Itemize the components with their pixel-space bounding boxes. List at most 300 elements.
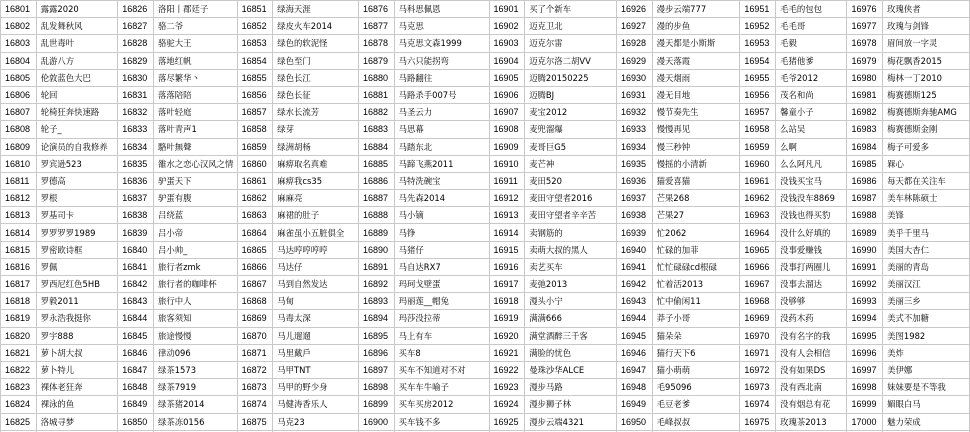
- id-cell[interactable]: 16916: [489, 258, 525, 275]
- name-cell[interactable]: 驴蛋有腹: [153, 190, 237, 207]
- name-cell[interactable]: 没有西北南: [776, 379, 847, 396]
- name-cell[interactable]: 梅子可爱多: [883, 138, 970, 155]
- name-cell[interactable]: 马甲TNT: [273, 361, 359, 378]
- name-cell[interactable]: 漫步狮子林: [525, 396, 617, 413]
- id-cell[interactable]: 16849: [118, 396, 154, 413]
- name-cell[interactable]: 麦宝2012: [525, 104, 617, 121]
- name-cell[interactable]: 忙忙碌碌cd根碌: [652, 258, 740, 275]
- name-cell[interactable]: 没事爱赚钱: [776, 241, 847, 258]
- name-cell[interactable]: 马上有车: [394, 327, 489, 344]
- name-cell[interactable]: 马科思佩恩: [394, 1, 489, 18]
- name-cell[interactable]: 落落陪陪: [153, 86, 237, 103]
- id-cell[interactable]: 16815: [1, 241, 37, 258]
- id-cell[interactable]: 16954: [740, 52, 776, 69]
- id-cell[interactable]: 16894: [358, 310, 394, 327]
- id-cell[interactable]: 16940: [616, 241, 652, 258]
- id-cell[interactable]: 16831: [118, 86, 154, 103]
- id-cell[interactable]: 16806: [1, 86, 37, 103]
- id-cell[interactable]: 16863: [237, 207, 273, 224]
- name-cell[interactable]: 雒水之恋心汉风之情: [153, 155, 237, 172]
- name-cell[interactable]: 莽子小哥: [652, 310, 740, 327]
- id-cell[interactable]: 16820: [1, 327, 37, 344]
- id-cell[interactable]: 16973: [740, 379, 776, 396]
- id-cell[interactable]: 16925: [489, 413, 525, 430]
- name-cell[interactable]: 麻麻亮: [273, 190, 359, 207]
- name-cell[interactable]: 洛城寻梦: [36, 413, 118, 430]
- name-cell[interactable]: 绿色长征: [273, 86, 359, 103]
- name-cell[interactable]: 麦田守望者2016: [525, 190, 617, 207]
- id-cell[interactable]: 16959: [740, 138, 776, 155]
- name-cell[interactable]: 没有人会相信: [776, 344, 847, 361]
- id-cell[interactable]: 16960: [740, 155, 776, 172]
- id-cell[interactable]: 16840: [118, 241, 154, 258]
- name-cell[interactable]: 满满666: [525, 310, 617, 327]
- name-cell[interactable]: 没事去溜达: [776, 276, 847, 293]
- name-cell[interactable]: 马甲的野少身: [273, 379, 359, 396]
- id-cell[interactable]: 16900: [358, 413, 394, 430]
- name-cell[interactable]: 买车车牛喻子: [394, 379, 489, 396]
- id-cell[interactable]: 16824: [1, 396, 37, 413]
- name-cell[interactable]: 漫头小宁: [525, 293, 617, 310]
- id-cell[interactable]: 16825: [1, 413, 37, 430]
- id-cell[interactable]: 16989: [847, 224, 883, 241]
- id-cell[interactable]: 16990: [847, 241, 883, 258]
- name-cell[interactable]: 绿茶冻0156: [153, 413, 237, 430]
- name-cell[interactable]: 罗西尼红色5HB: [36, 276, 118, 293]
- name-cell[interactable]: 迈克卫北: [525, 18, 617, 35]
- id-cell[interactable]: 16873: [237, 379, 273, 396]
- id-cell[interactable]: 16868: [237, 293, 273, 310]
- name-cell[interactable]: 茂名和尚: [776, 86, 847, 103]
- name-cell[interactable]: 么站吴: [776, 121, 847, 138]
- name-cell[interactable]: 买车买房2012: [394, 396, 489, 413]
- name-cell[interactable]: 慢慢再见: [652, 121, 740, 138]
- name-cell[interactable]: 麻裙的肚子: [273, 207, 359, 224]
- name-cell[interactable]: 罗密欧诗框: [36, 241, 118, 258]
- name-cell[interactable]: 吕小帅_: [153, 241, 237, 258]
- name-cell[interactable]: 猫小萌萌: [652, 361, 740, 378]
- id-cell[interactable]: 16869: [237, 310, 273, 327]
- name-cell[interactable]: 马思幕: [394, 121, 489, 138]
- name-cell[interactable]: 落尽繁华丶: [153, 69, 237, 86]
- id-cell[interactable]: 16810: [1, 155, 37, 172]
- id-cell[interactable]: 16847: [118, 361, 154, 378]
- id-cell[interactable]: 16910: [489, 155, 525, 172]
- id-cell[interactable]: 16979: [847, 52, 883, 69]
- name-cell[interactable]: 马踏东北: [394, 138, 489, 155]
- id-cell[interactable]: 16897: [358, 361, 394, 378]
- id-cell[interactable]: 16819: [1, 310, 37, 327]
- id-cell[interactable]: 16949: [616, 396, 652, 413]
- id-cell[interactable]: 16995: [847, 327, 883, 344]
- id-cell[interactable]: 16841: [118, 258, 154, 275]
- id-cell[interactable]: 16881: [358, 86, 394, 103]
- id-cell[interactable]: 16971: [740, 344, 776, 361]
- id-cell[interactable]: 16864: [237, 224, 273, 241]
- name-cell[interactable]: 玫瑰侠者: [883, 1, 970, 18]
- id-cell[interactable]: 16955: [740, 69, 776, 86]
- id-cell[interactable]: 16902: [489, 18, 525, 35]
- id-cell[interactable]: 16938: [616, 207, 652, 224]
- id-cell[interactable]: 16982: [847, 104, 883, 121]
- name-cell[interactable]: 没事打两圈儿: [776, 258, 847, 275]
- name-cell[interactable]: 旅客须知: [153, 310, 237, 327]
- name-cell[interactable]: 绿芽: [273, 121, 359, 138]
- name-cell[interactable]: 玛丽莲__帽兔: [394, 293, 489, 310]
- id-cell[interactable]: 16834: [118, 138, 154, 155]
- id-cell[interactable]: 16889: [358, 224, 394, 241]
- id-cell[interactable]: 16985: [847, 155, 883, 172]
- name-cell[interactable]: 乱发舞秋风: [36, 18, 118, 35]
- id-cell[interactable]: 16976: [847, 1, 883, 18]
- id-cell[interactable]: 16912: [489, 190, 525, 207]
- id-cell[interactable]: 16978: [847, 35, 883, 52]
- name-cell[interactable]: 毛毅: [776, 35, 847, 52]
- id-cell[interactable]: 16951: [740, 1, 776, 18]
- name-cell[interactable]: 马到自然发达: [273, 276, 359, 293]
- name-cell[interactable]: 马毒太深: [273, 310, 359, 327]
- id-cell[interactable]: 16914: [489, 224, 525, 241]
- id-cell[interactable]: 16848: [118, 379, 154, 396]
- name-cell[interactable]: 漫步云端4321: [525, 413, 617, 430]
- name-cell[interactable]: 满脸的忧色: [525, 344, 617, 361]
- id-cell[interactable]: 16812: [1, 190, 37, 207]
- id-cell[interactable]: 16975: [740, 413, 776, 430]
- name-cell[interactable]: 买车钱不多: [394, 413, 489, 430]
- id-cell[interactable]: 16872: [237, 361, 273, 378]
- id-cell[interactable]: 16887: [358, 190, 394, 207]
- name-cell[interactable]: 旅行中人: [153, 293, 237, 310]
- name-cell[interactable]: 马健涛香乐人: [273, 396, 359, 413]
- name-cell[interactable]: 马里戴戶: [273, 344, 359, 361]
- name-cell[interactable]: 绿茶7919: [153, 379, 237, 396]
- id-cell[interactable]: 16919: [489, 310, 525, 327]
- name-cell[interactable]: 麦哥巨G5: [525, 138, 617, 155]
- name-cell[interactable]: 罗根: [36, 190, 118, 207]
- name-cell[interactable]: 美伊娜: [883, 361, 970, 378]
- id-cell[interactable]: 16817: [1, 276, 37, 293]
- id-cell[interactable]: 16961: [740, 172, 776, 189]
- id-cell[interactable]: 16986: [847, 172, 883, 189]
- name-cell[interactable]: 梅花飘香2015: [883, 52, 970, 69]
- id-cell[interactable]: 16813: [1, 207, 37, 224]
- name-cell[interactable]: 忙2062: [652, 224, 740, 241]
- name-cell[interactable]: 毛95096: [652, 379, 740, 396]
- id-cell[interactable]: 16939: [616, 224, 652, 241]
- id-cell[interactable]: 16850: [118, 413, 154, 430]
- name-cell[interactable]: 美图1982: [883, 327, 970, 344]
- id-cell[interactable]: 16901: [489, 1, 525, 18]
- id-cell[interactable]: 16880: [358, 69, 394, 86]
- name-cell[interactable]: 绿茶1573: [153, 361, 237, 378]
- name-cell[interactable]: 麦田守望者辛辛苦: [525, 207, 617, 224]
- id-cell[interactable]: 16807: [1, 104, 37, 121]
- name-cell[interactable]: 魅力荣成: [883, 413, 970, 430]
- name-cell[interactable]: 美丽三乡: [883, 293, 970, 310]
- id-cell[interactable]: 16891: [358, 258, 394, 275]
- name-cell[interactable]: 麦田520: [525, 172, 617, 189]
- id-cell[interactable]: 16945: [616, 327, 652, 344]
- name-cell[interactable]: 没有名字的我: [776, 327, 847, 344]
- name-cell[interactable]: 芒果268: [652, 190, 740, 207]
- id-cell[interactable]: 16884: [358, 138, 394, 155]
- id-cell[interactable]: 16980: [847, 69, 883, 86]
- id-cell[interactable]: 16966: [740, 258, 776, 275]
- id-cell[interactable]: 16911: [489, 172, 525, 189]
- id-cell[interactable]: 16988: [847, 207, 883, 224]
- id-cell[interactable]: 16998: [847, 379, 883, 396]
- id-cell[interactable]: 16921: [489, 344, 525, 361]
- name-cell[interactable]: 罗毅2011: [36, 293, 118, 310]
- name-cell[interactable]: 玛珂戈壁蛋: [394, 276, 489, 293]
- name-cell[interactable]: 梅赛德斯奔驰AMG: [883, 104, 970, 121]
- id-cell[interactable]: 16859: [237, 138, 273, 155]
- name-cell[interactable]: 麻痹我cs35: [273, 172, 359, 189]
- id-cell[interactable]: 16958: [740, 121, 776, 138]
- name-cell[interactable]: 毛豆老爹: [652, 396, 740, 413]
- name-cell[interactable]: 马特洗碗宝: [394, 172, 489, 189]
- id-cell[interactable]: 16879: [358, 52, 394, 69]
- name-cell[interactable]: 麻雀虽小五脏俱全: [273, 224, 359, 241]
- id-cell[interactable]: 16933: [616, 121, 652, 138]
- id-cell[interactable]: 16846: [118, 344, 154, 361]
- name-cell[interactable]: 律动096: [153, 344, 237, 361]
- name-cell[interactable]: 慢节奏先生: [652, 104, 740, 121]
- name-cell[interactable]: 马克思文森1999: [394, 35, 489, 52]
- name-cell[interactable]: 绿洲胡杨: [273, 138, 359, 155]
- name-cell[interactable]: 眉间放一字灵: [883, 35, 970, 52]
- name-cell[interactable]: 马猪仔: [394, 241, 489, 258]
- name-cell[interactable]: 罗德高: [36, 172, 118, 189]
- name-cell[interactable]: 慢摇的小清新: [652, 155, 740, 172]
- name-cell[interactable]: 忙中偷闲11: [652, 293, 740, 310]
- name-cell[interactable]: 马蹄飞燕2011: [394, 155, 489, 172]
- id-cell[interactable]: 16946: [616, 344, 652, 361]
- id-cell[interactable]: 16804: [1, 52, 37, 69]
- name-cell[interactable]: 罗宇888: [36, 327, 118, 344]
- name-cell[interactable]: 露露2020: [36, 1, 118, 18]
- name-cell[interactable]: 美乎千里马: [883, 224, 970, 241]
- id-cell[interactable]: 16892: [358, 276, 394, 293]
- id-cell[interactable]: 16809: [1, 138, 37, 155]
- id-cell[interactable]: 16981: [847, 86, 883, 103]
- name-cell[interactable]: 马自达RX7: [394, 258, 489, 275]
- id-cell[interactable]: 16970: [740, 327, 776, 344]
- name-cell[interactable]: 猫爱喜猫: [652, 172, 740, 189]
- id-cell[interactable]: 16994: [847, 310, 883, 327]
- id-cell[interactable]: 16837: [118, 190, 154, 207]
- id-cell[interactable]: 16906: [489, 86, 525, 103]
- id-cell[interactable]: 16865: [237, 241, 273, 258]
- id-cell[interactable]: 16875: [237, 413, 273, 430]
- name-cell[interactable]: 马甸: [273, 293, 359, 310]
- id-cell[interactable]: 16843: [118, 293, 154, 310]
- name-cell[interactable]: 绿色至门: [273, 52, 359, 69]
- name-cell[interactable]: 猫行天下6: [652, 344, 740, 361]
- id-cell[interactable]: 16874: [237, 396, 273, 413]
- name-cell[interactable]: 么么阿凡凡: [776, 155, 847, 172]
- id-cell[interactable]: 16908: [489, 121, 525, 138]
- name-cell[interactable]: 没有烟总有花: [776, 396, 847, 413]
- name-cell[interactable]: 旅行者的咖啡杯: [153, 276, 237, 293]
- id-cell[interactable]: 16974: [740, 396, 776, 413]
- id-cell[interactable]: 16950: [616, 413, 652, 430]
- id-cell[interactable]: 17000: [847, 413, 883, 430]
- id-cell[interactable]: 16827: [118, 18, 154, 35]
- name-cell[interactable]: 猫朵朵: [652, 327, 740, 344]
- name-cell[interactable]: 乱世毒叶: [36, 35, 118, 52]
- name-cell[interactable]: 毛峰叔叔: [652, 413, 740, 430]
- id-cell[interactable]: 16928: [616, 35, 652, 52]
- id-cell[interactable]: 16870: [237, 327, 273, 344]
- name-cell[interactable]: 美车林陈硕士: [883, 190, 970, 207]
- name-cell[interactable]: 马儿遛遛: [273, 327, 359, 344]
- name-cell[interactable]: 马铮: [394, 224, 489, 241]
- id-cell[interactable]: 16964: [740, 224, 776, 241]
- name-cell[interactable]: 罗佩: [36, 258, 118, 275]
- id-cell[interactable]: 16965: [740, 241, 776, 258]
- name-cell[interactable]: 漫天落霞: [652, 52, 740, 69]
- name-cell[interactable]: 没药木药: [776, 310, 847, 327]
- name-cell[interactable]: 梅赛德斯125: [883, 86, 970, 103]
- id-cell[interactable]: 16947: [616, 361, 652, 378]
- id-cell[interactable]: 16853: [237, 35, 273, 52]
- name-cell[interactable]: 乱游八方: [36, 52, 118, 69]
- name-cell[interactable]: 马路翻往: [394, 69, 489, 86]
- id-cell[interactable]: 16935: [616, 155, 652, 172]
- name-cell[interactable]: 迈腾20150225: [525, 69, 617, 86]
- name-cell[interactable]: 漫天都是小斯斯: [652, 35, 740, 52]
- name-cell[interactable]: 麦芒神: [525, 155, 617, 172]
- name-cell[interactable]: 慢三秒钟: [652, 138, 740, 155]
- name-cell[interactable]: 满堂酒醉三千客: [525, 327, 617, 344]
- id-cell[interactable]: 16883: [358, 121, 394, 138]
- id-cell[interactable]: 16969: [740, 310, 776, 327]
- name-cell[interactable]: 裸泳的鱼: [36, 396, 118, 413]
- id-cell[interactable]: 16934: [616, 138, 652, 155]
- name-cell[interactable]: 轮子_: [36, 121, 118, 138]
- id-cell[interactable]: 16857: [237, 104, 273, 121]
- id-cell[interactable]: 16907: [489, 104, 525, 121]
- id-cell[interactable]: 16845: [118, 327, 154, 344]
- id-cell[interactable]: 16909: [489, 138, 525, 155]
- name-cell[interactable]: 媚眼白马: [883, 396, 970, 413]
- name-cell[interactable]: 买车不知道对不对: [394, 361, 489, 378]
- name-cell[interactable]: 迈克尔雷: [525, 35, 617, 52]
- id-cell[interactable]: 16890: [358, 241, 394, 258]
- id-cell[interactable]: 16929: [616, 52, 652, 69]
- name-cell[interactable]: 没有如果DS: [776, 361, 847, 378]
- name-cell[interactable]: 曼珠沙华ALCE: [525, 361, 617, 378]
- name-cell[interactable]: 绿水长流芳: [273, 104, 359, 121]
- id-cell[interactable]: 16832: [118, 104, 154, 121]
- name-cell[interactable]: 轮椅狂奔快速路: [36, 104, 118, 121]
- id-cell[interactable]: 16821: [1, 344, 37, 361]
- id-cell[interactable]: 16885: [358, 155, 394, 172]
- id-cell[interactable]: 16893: [358, 293, 394, 310]
- name-cell[interactable]: 吕绕蓝: [153, 207, 237, 224]
- name-cell[interactable]: 马克思: [394, 18, 489, 35]
- name-cell[interactable]: 马圣云力: [394, 104, 489, 121]
- id-cell[interactable]: 16802: [1, 18, 37, 35]
- name-cell[interactable]: 马克23: [273, 413, 359, 430]
- name-cell[interactable]: 漫无目地: [652, 86, 740, 103]
- id-cell[interactable]: 16808: [1, 121, 37, 138]
- id-cell[interactable]: 16918: [489, 293, 525, 310]
- name-cell[interactable]: 吕小帝: [153, 224, 237, 241]
- name-cell[interactable]: 毛猪他爹: [776, 52, 847, 69]
- name-cell[interactable]: 旅行者zmk: [153, 258, 237, 275]
- name-cell[interactable]: 迈腾BJ: [525, 86, 617, 103]
- id-cell[interactable]: 16861: [237, 172, 273, 189]
- name-cell[interactable]: 驴蛋天下: [153, 172, 237, 189]
- id-cell[interactable]: 16972: [740, 361, 776, 378]
- name-cell[interactable]: 玫瑰茶2013: [776, 413, 847, 430]
- name-cell[interactable]: 玛莎没拉蒂: [394, 310, 489, 327]
- id-cell[interactable]: 16992: [847, 276, 883, 293]
- id-cell[interactable]: 16882: [358, 104, 394, 121]
- name-cell[interactable]: 麦弛2013: [525, 276, 617, 293]
- name-cell[interactable]: 毛毛哥: [776, 18, 847, 35]
- name-cell[interactable]: 么啊: [776, 138, 847, 155]
- name-cell[interactable]: 轮回: [36, 86, 118, 103]
- name-cell[interactable]: 没够够: [776, 293, 847, 310]
- id-cell[interactable]: 16826: [118, 1, 154, 18]
- name-cell[interactable]: 买了个新车: [525, 1, 617, 18]
- id-cell[interactable]: 16829: [118, 52, 154, 69]
- id-cell[interactable]: 16833: [118, 121, 154, 138]
- name-cell[interactable]: 美式不加糖: [883, 310, 970, 327]
- id-cell[interactable]: 16803: [1, 35, 37, 52]
- id-cell[interactable]: 16860: [237, 155, 273, 172]
- id-cell[interactable]: 16930: [616, 69, 652, 86]
- id-cell[interactable]: 16878: [358, 35, 394, 52]
- name-cell[interactable]: 罗基司卡: [36, 207, 118, 224]
- name-cell[interactable]: 美丽的青岛: [883, 258, 970, 275]
- name-cell[interactable]: 漫天烟雨: [652, 69, 740, 86]
- id-cell[interactable]: 16876: [358, 1, 394, 18]
- name-cell[interactable]: 马路杀手007号: [394, 86, 489, 103]
- id-cell[interactable]: 16903: [489, 35, 525, 52]
- name-cell[interactable]: 玫瑰与剑锋: [883, 18, 970, 35]
- name-cell[interactable]: 美国大杏仁: [883, 241, 970, 258]
- id-cell[interactable]: 16896: [358, 344, 394, 361]
- name-cell[interactable]: 没什么好填的: [776, 224, 847, 241]
- name-cell[interactable]: 美炸: [883, 344, 970, 361]
- id-cell[interactable]: 16927: [616, 18, 652, 35]
- name-cell[interactable]: 绿皮火车2014: [273, 18, 359, 35]
- id-cell[interactable]: 16855: [237, 69, 273, 86]
- id-cell[interactable]: 16957: [740, 104, 776, 121]
- name-cell[interactable]: 罗宾逊523: [36, 155, 118, 172]
- id-cell[interactable]: 16926: [616, 1, 652, 18]
- id-cell[interactable]: 16867: [237, 276, 273, 293]
- id-cell[interactable]: 16937: [616, 190, 652, 207]
- name-cell[interactable]: 忙碌的加菲: [652, 241, 740, 258]
- id-cell[interactable]: 16866: [237, 258, 273, 275]
- name-cell[interactable]: 没钱没车8869: [776, 190, 847, 207]
- id-cell[interactable]: 16811: [1, 172, 37, 189]
- id-cell[interactable]: 16899: [358, 396, 394, 413]
- name-cell[interactable]: 駱叶無聲: [153, 138, 237, 155]
- id-cell[interactable]: 16948: [616, 379, 652, 396]
- id-cell[interactable]: 16963: [740, 207, 776, 224]
- id-cell[interactable]: 16877: [358, 18, 394, 35]
- name-cell[interactable]: 落叶轻庭: [153, 104, 237, 121]
- name-cell[interactable]: 马小镝: [394, 207, 489, 224]
- name-cell[interactable]: 每天都在关注车: [883, 172, 970, 189]
- id-cell[interactable]: 16943: [616, 293, 652, 310]
